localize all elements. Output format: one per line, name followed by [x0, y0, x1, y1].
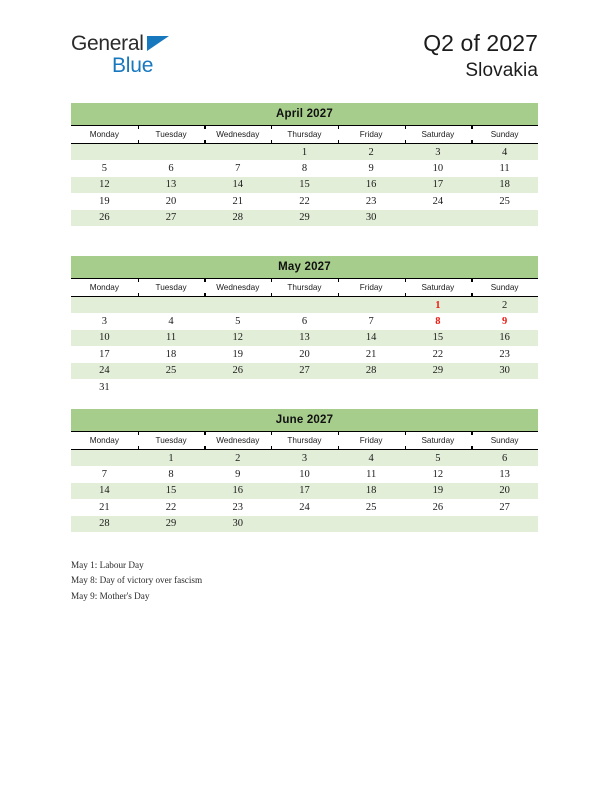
day-cell-empty [138, 297, 205, 314]
weekday-header-monday: Monday [71, 279, 138, 297]
day-cell[interactable]: 18 [471, 177, 538, 193]
weekday-header-saturday: Saturday [405, 279, 472, 297]
week-row [71, 346, 538, 362]
logo-text-blue: Blue [112, 54, 154, 77]
day-cell[interactable]: 5 [204, 313, 271, 329]
day-cell[interactable]: 18 [138, 346, 205, 362]
day-cell[interactable]: 19 [71, 193, 138, 209]
weekday-header-thursday: Thursday [271, 432, 338, 450]
day-cell[interactable]: 5 [405, 450, 472, 467]
week-row [71, 177, 538, 193]
day-cell[interactable]: 19 [405, 483, 472, 499]
blue-triangle-icon [147, 36, 169, 51]
day-cell[interactable]: 30 [338, 210, 405, 226]
week-row [71, 144, 538, 161]
day-cell[interactable]: 27 [138, 210, 205, 226]
day-cell[interactable]: 25 [471, 193, 538, 209]
day-cell[interactable]: 16 [204, 483, 271, 499]
day-cell[interactable]: 22 [405, 346, 472, 362]
day-cell-empty [338, 297, 405, 314]
day-cell[interactable]: 29 [138, 516, 205, 532]
day-cell[interactable]: 19 [204, 346, 271, 362]
week-row [71, 466, 538, 482]
weekday-header-wednesday: Wednesday [204, 432, 271, 450]
day-cell[interactable]: 24 [405, 193, 472, 209]
day-cell[interactable]: 6 [138, 160, 205, 176]
week-row [71, 297, 538, 314]
month-table [71, 125, 538, 226]
holiday-note: May 9: Mother's Day [71, 590, 150, 601]
week-row [71, 193, 538, 209]
day-cell[interactable]: 12 [405, 466, 472, 482]
day-cell-empty [71, 297, 138, 314]
weekday-header-tuesday: Tuesday [138, 432, 205, 450]
day-cell[interactable]: 30 [471, 363, 538, 379]
week-row [71, 483, 538, 499]
day-cell[interactable]: 13 [138, 177, 205, 193]
month-table [71, 431, 538, 532]
day-cell[interactable]: 3 [405, 144, 472, 161]
day-cell-empty [138, 144, 205, 161]
weekday-header-tuesday: Tuesday [138, 126, 205, 144]
month-block-may [71, 256, 538, 395]
day-cell[interactable]: 7 [71, 466, 138, 482]
day-cell-empty [405, 516, 472, 532]
day-cell-empty [338, 379, 405, 395]
weekday-header-row [71, 432, 538, 450]
month-days-body [71, 297, 538, 396]
day-cell[interactable]: 26 [71, 210, 138, 226]
day-cell[interactable]: 21 [338, 346, 405, 362]
day-cell-empty [71, 450, 138, 467]
day-cell[interactable]: 9 [338, 160, 405, 176]
day-cell[interactable]: 14 [338, 330, 405, 346]
day-cell-empty [204, 297, 271, 314]
weekday-header-sunday: Sunday [471, 432, 538, 450]
week-row [71, 313, 538, 329]
day-cell[interactable]: 2 [204, 450, 271, 467]
weekday-header-monday: Monday [71, 432, 138, 450]
day-cell[interactable]: 8 [271, 160, 338, 176]
day-cell-empty [471, 516, 538, 532]
month-days-body [71, 144, 538, 226]
holiday-note: May 1: Labour Day [71, 560, 144, 570]
day-cell[interactable]: 10 [71, 330, 138, 346]
day-cell[interactable]: 22 [271, 193, 338, 209]
day-cell[interactable]: 26 [204, 363, 271, 379]
day-cell[interactable]: 24 [271, 499, 338, 515]
day-cell[interactable]: 17 [271, 483, 338, 499]
day-cell[interactable]: 28 [204, 210, 271, 226]
weekday-header-sunday: Sunday [471, 279, 538, 297]
day-cell-empty [138, 379, 205, 395]
holiday-note: May 8: Day of victory over fascism [71, 575, 203, 586]
weekday-header-friday: Friday [338, 279, 405, 297]
weekday-header-row [71, 126, 538, 144]
day-cell[interactable]: 2 [471, 297, 538, 314]
weekday-header-tuesday: Tuesday [138, 279, 205, 297]
weekday-header-friday: Friday [338, 126, 405, 144]
day-cell-empty [405, 210, 472, 226]
week-row [71, 379, 538, 395]
month-table [71, 278, 538, 395]
day-cell-empty [271, 379, 338, 395]
day-cell[interactable]: 23 [338, 193, 405, 209]
day-cell[interactable]: 10 [271, 466, 338, 482]
day-cell[interactable]: 7 [204, 160, 271, 176]
day-cell[interactable]: 27 [471, 499, 538, 515]
week-row [71, 363, 538, 379]
day-cell[interactable]: 27 [271, 363, 338, 379]
day-cell-empty [471, 210, 538, 226]
day-cell[interactable]: 16 [338, 177, 405, 193]
day-cell[interactable]: 5 [71, 160, 138, 176]
day-cell[interactable]: 24 [71, 363, 138, 379]
day-cell[interactable]: 13 [471, 466, 538, 482]
day-cell[interactable]: 11 [471, 160, 538, 176]
day-cell-empty [405, 379, 472, 395]
page-subtitle-country: Slovakia [465, 59, 538, 81]
day-cell-empty [204, 379, 271, 395]
month-block-june [71, 409, 538, 532]
day-cell[interactable]: 11 [338, 466, 405, 482]
day-cell[interactable]: 1 [138, 450, 205, 467]
day-cell[interactable]: 13 [271, 330, 338, 346]
day-cell[interactable]: 20 [138, 193, 205, 209]
day-cell[interactable]: 30 [204, 516, 271, 532]
holiday-notes-list [71, 558, 471, 604]
general-blue-logo [71, 33, 251, 85]
day-cell[interactable]: 29 [271, 210, 338, 226]
weekday-header-wednesday: Wednesday [204, 279, 271, 297]
weekday-header-thursday: Thursday [271, 126, 338, 144]
month-block-april [71, 103, 538, 226]
week-row [71, 210, 538, 226]
month-title: April 2027 [71, 103, 538, 125]
day-cell[interactable]: 1 [405, 297, 472, 314]
weekday-header-saturday: Saturday [405, 432, 472, 450]
day-cell[interactable]: 15 [271, 177, 338, 193]
day-cell[interactable]: 14 [71, 483, 138, 499]
weekday-header-friday: Friday [338, 432, 405, 450]
week-row [71, 499, 538, 515]
day-cell[interactable]: 28 [71, 516, 138, 532]
day-cell[interactable]: 25 [138, 363, 205, 379]
weekday-header-row [71, 279, 538, 297]
day-cell[interactable]: 29 [405, 363, 472, 379]
day-cell-empty [338, 516, 405, 532]
day-cell[interactable]: 2 [338, 144, 405, 161]
day-cell[interactable]: 14 [204, 177, 271, 193]
month-title: June 2027 [71, 409, 538, 431]
day-cell[interactable]: 16 [471, 330, 538, 346]
day-cell-empty [204, 144, 271, 161]
month-title: May 2027 [71, 256, 538, 278]
day-cell-empty [271, 297, 338, 314]
day-cell-empty [271, 516, 338, 532]
day-cell[interactable]: 26 [405, 499, 472, 515]
day-cell[interactable]: 20 [271, 346, 338, 362]
day-cell[interactable]: 22 [138, 499, 205, 515]
day-cell[interactable]: 17 [71, 346, 138, 362]
week-row [71, 330, 538, 346]
day-cell[interactable]: 1 [271, 144, 338, 161]
day-cell[interactable]: 4 [338, 450, 405, 467]
day-cell[interactable]: 23 [471, 346, 538, 362]
weekday-header-saturday: Saturday [405, 126, 472, 144]
day-cell[interactable]: 31 [71, 379, 138, 395]
weekday-header-thursday: Thursday [271, 279, 338, 297]
day-cell[interactable]: 9 [471, 313, 538, 329]
day-cell[interactable]: 10 [405, 160, 472, 176]
day-cell-empty [471, 379, 538, 395]
day-cell[interactable]: 8 [405, 313, 472, 329]
day-cell[interactable]: 23 [204, 499, 271, 515]
day-cell[interactable]: 17 [405, 177, 472, 193]
day-cell[interactable]: 15 [405, 330, 472, 346]
day-cell[interactable]: 4 [471, 144, 538, 161]
page-title: Q2 of 2027 [423, 30, 538, 56]
day-cell[interactable]: 21 [71, 499, 138, 515]
day-cell[interactable]: 20 [471, 483, 538, 499]
month-days-body [71, 450, 538, 532]
day-cell[interactable]: 8 [138, 466, 205, 482]
weekday-header-sunday: Sunday [471, 126, 538, 144]
day-cell[interactable]: 21 [204, 193, 271, 209]
day-cell[interactable]: 12 [71, 177, 138, 193]
week-row [71, 160, 538, 176]
logo-text-general: General [71, 32, 144, 55]
day-cell[interactable]: 4 [138, 313, 205, 329]
day-cell-empty [71, 144, 138, 161]
day-cell[interactable]: 6 [471, 450, 538, 467]
day-cell[interactable]: 6 [271, 313, 338, 329]
page-title-block [423, 30, 538, 83]
page-header [0, 0, 612, 100]
day-cell[interactable]: 9 [204, 466, 271, 482]
week-row [71, 450, 538, 467]
day-cell[interactable]: 15 [138, 483, 205, 499]
day-cell[interactable]: 7 [338, 313, 405, 329]
day-cell[interactable]: 25 [338, 499, 405, 515]
week-row [71, 516, 538, 532]
day-cell[interactable]: 11 [138, 330, 205, 346]
day-cell[interactable]: 3 [71, 313, 138, 329]
weekday-header-monday: Monday [71, 126, 138, 144]
weekday-header-wednesday: Wednesday [204, 126, 271, 144]
day-cell[interactable]: 12 [204, 330, 271, 346]
day-cell[interactable]: 18 [338, 483, 405, 499]
day-cell[interactable]: 3 [271, 450, 338, 467]
day-cell[interactable]: 28 [338, 363, 405, 379]
